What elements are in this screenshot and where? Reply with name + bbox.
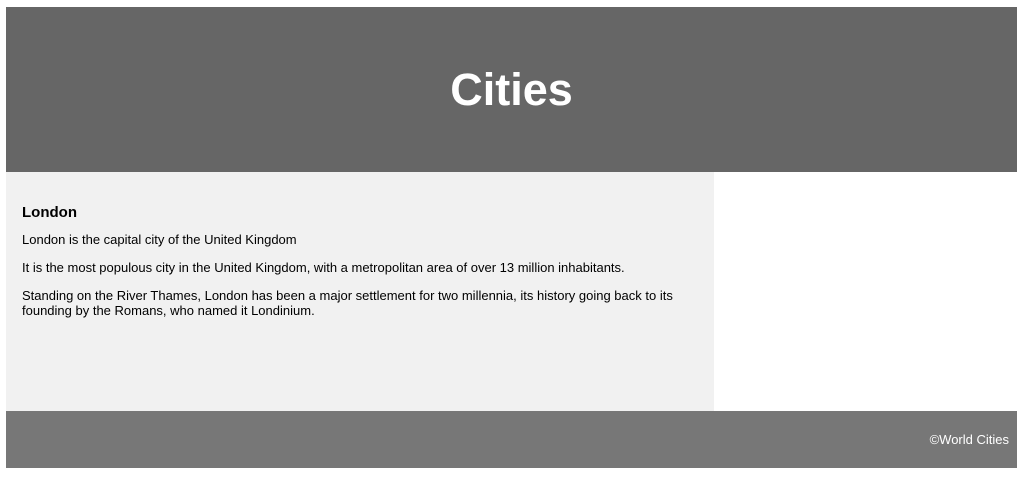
footer-copyright: ©World Cities	[929, 432, 1009, 447]
footer	[6, 411, 1017, 468]
page	[6, 7, 1017, 468]
main-article	[6, 172, 714, 411]
page-title: Cities	[450, 64, 573, 115]
article-heading: London	[22, 204, 77, 221]
sidebar-blank	[714, 172, 1017, 411]
article-paragraph: It is the most populous city in the United Kingdom, with a metropolitan area of over 13 million inhabitants.	[22, 260, 625, 275]
article-paragraph: London is the capital city of the United Kingdom	[22, 232, 297, 247]
article-paragraph: Standing on the River Thames, London has been a major settlement for two millennia, its history going back to its founding by the Romans, who named it Londinium.	[22, 288, 673, 318]
header-banner	[6, 7, 1017, 172]
